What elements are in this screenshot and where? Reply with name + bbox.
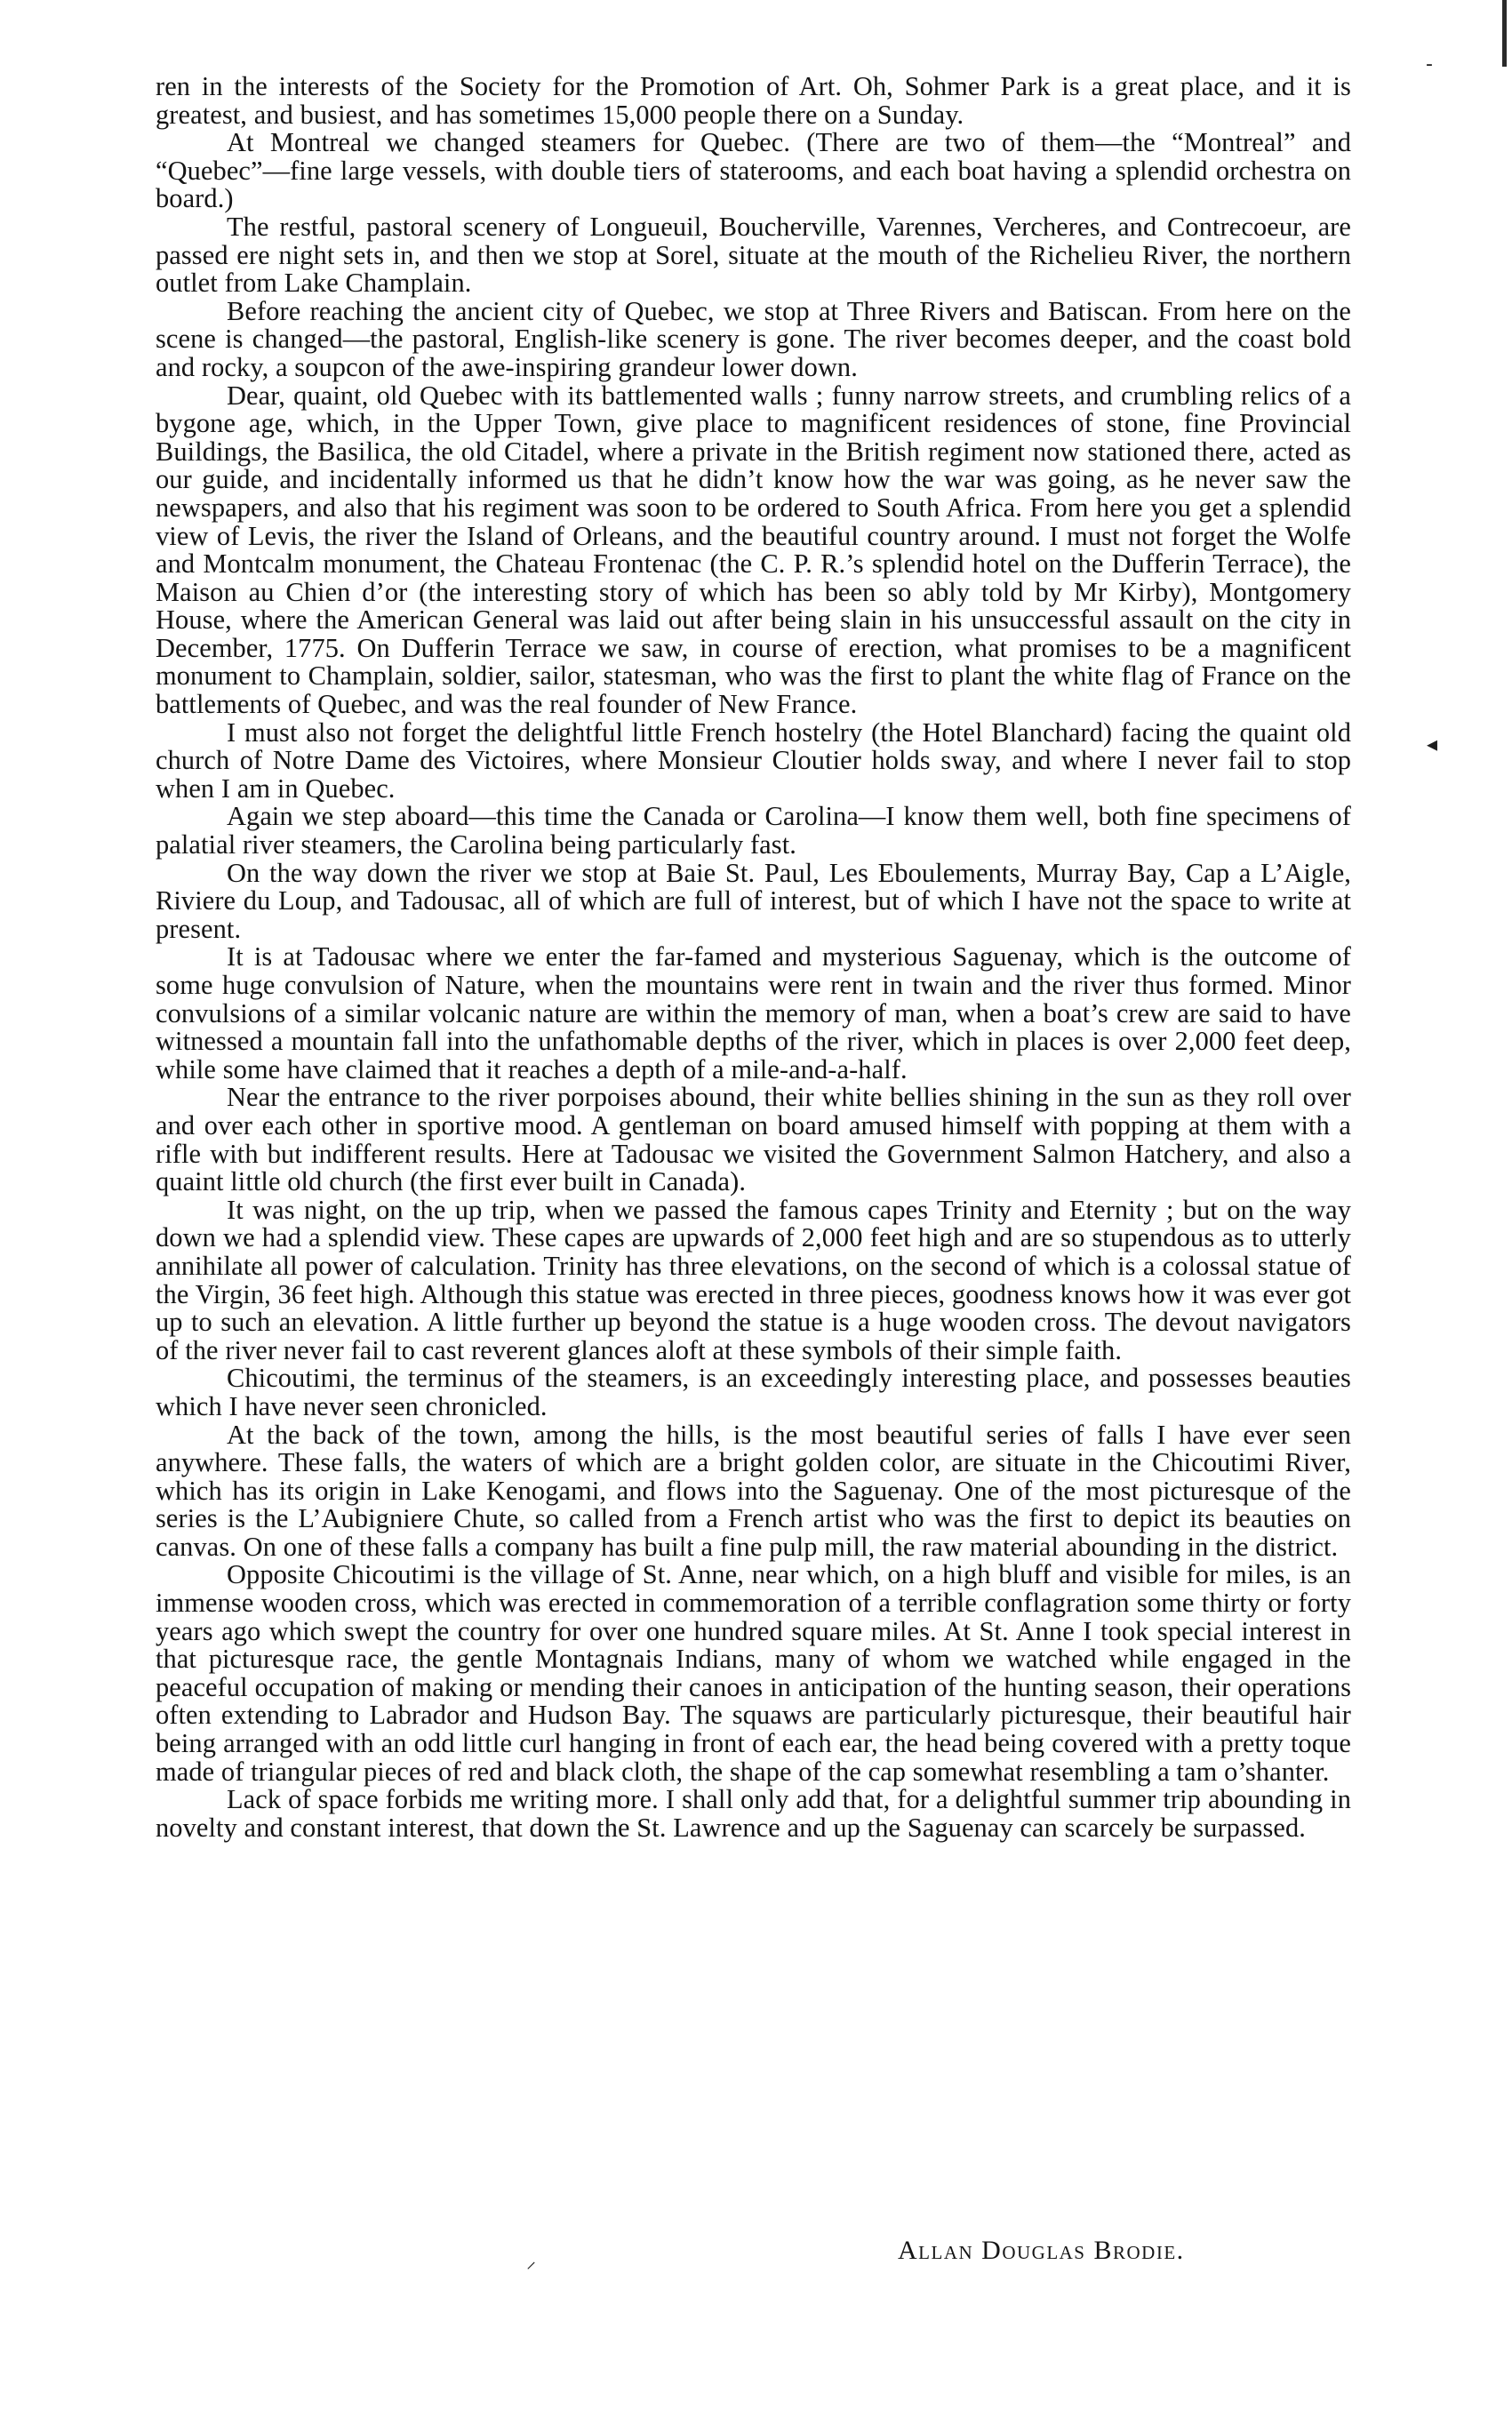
stray-mark-top: -	[1426, 53, 1433, 76]
paragraph-10: Near the entrance to the river porpoises abound, their white bellies shining in the sun as they roll over and over each other in sportive mood. A gentleman on board amused himself with popping at them with a rifle with but indifferent results. Here at Tadousac we visited the Government Salmon Hatchery, and also a quaint little old church (the first ever built in Canada).	[156, 1082, 1351, 1197]
paragraph-11: It was night, on the up trip, when we passed the famous capes Trinity and Eternity ; but on the way down we had a splendid view. These capes are upwards of 2,000 feet high and are so stupendous as to utterly annihilate all power of calculation. Trinity has three elevations, on the second of which is a colossal statue of the Virgin, 36 feet high. Although this statue was erected in three pieces, goodness knows how it was ever got up to such an elevation. A little further up beyond the statue is a huge wooden cross. The devout navigators of the river never fail to cast reverent glances aloft at these symbols of their simple faith.	[156, 1194, 1351, 1365]
page-edge-line	[1502, 0, 1507, 67]
paragraph-5: Dear, quaint, old Quebec with its battlemented walls ; funny narrow streets, and crumbling relics of a bygone age, which, in the Upper Town, give place to magnificent residences of stone, fine Provincial Buildings, the Basilica, the old Citadel, where a private in the British regiment now stationed there, acted as our guide, and incidentally informed us that he didn’t know how the war was going, as he never saw the newspapers, and also that his regiment was soon to be ordered to South Africa. From here you get a splendid view of Levis, the river the Island of Orleans, and the beautiful country around. I must not forget the Wolfe and Montcalm monument, the Chateau Frontenac (the C. P. R.’s splendid hotel on the Dufferin Terrace), the Maison au Chien d’or (the interesting story of which has been so ably told by Mr Kirby), Montgomery House, where the American General was laid out after being slain in his unsuccessful assault on the city in December, 1775. On Dufferin Terrace we saw, in course of erection, what promises to be a magnificent monument to Champlain, soldier, sailor, statesman, who was the first to plant the white flag of France on the battlements of Quebec, and was the real founder of New France.	[156, 380, 1351, 720]
paragraph-12: Chicoutimi, the terminus of the steamers, is an exceedingly interesting place, and possesses beauties which I have never seen chronicled.	[156, 1363, 1351, 1421]
paragraph-3: The restful, pastoral scenery of Longueuil, Boucherville, Varennes, Vercheres, and Contrecoeur, are passed ere night sets in, and then we stop at Sorel, situate at the mouth of the Richelieu River, the northern outlet from Lake Champlain.	[156, 211, 1351, 299]
paragraph-6: I must also not forget the delightful little French hostelry (the Hotel Blanchard) facing the quaint old church of Notre Dame des Victoires, where Monsieur Cloutier holds sway, and where I never fail to stop when I am in Quebec.	[156, 716, 1351, 804]
author-signature: Allan Douglas Brodie.	[898, 2236, 1185, 2265]
paragraph-2: At Montreal we changed steamers for Quebec. (There are two of them—the “Montreal” and “Quebec”—fine large vessels, with double tiers of staterooms, and each boat having a splendid orchestra on board.)	[156, 127, 1351, 214]
paragraph-15: Lack of space forbids me writing more. I shall only add that, for a delightful summer trip abounding in novelty and constant interest, that down the St. Lawrence and up the Saguenay can scarcely be surpassed.	[156, 1784, 1351, 1843]
paragraph-1: ren in the interests of the Society for the Promotion of Art. Oh, Sohmer Park is a great place, and it is greatest, and busiest, and has sometimes 15,000 people there on a Sunday.	[156, 71, 1351, 130]
paragraph-13: At the back of the town, among the hills, is the most beautiful series of falls I have ever seen anywhere. These falls, the waters of which are a bright golden color, are situate in the Chicoutimi River, which has its origin in Lake Kenogami, and flows into the Saguenay. One of the most picturesque of the series is the L’Aubigniere Chute, so called from a French artist who was the first to depict its beauties on canvas. On one of these falls a company has built a fine pulp mill, the raw material abounding in the district.	[156, 1419, 1351, 1562]
paragraph-8: On the way down the river we stop at Baie St. Paul, Les Eboulements, Murray Bay, Cap a L’Aigle, Riviere du Loup, and Tadousac, all of which are full of interest, but of which I have not the space to write at present.	[156, 857, 1351, 944]
paragraph-4: Before reaching the ancient city of Quebec, we stop at Three Rivers and Batiscan. From here on the scene is changed—the pastoral, English-like scenery is gone. The river becomes deeper, and the coast bold and rocky, a soupcon of the awe-inspiring grandeur lower down.	[156, 295, 1351, 382]
paragraph-14: Opposite Chicoutimi is the village of St. Anne, near which, on a high bluff and visible for miles, is an immense wooden cross, which was erected in commemoration of a terrible conflagration some thirty or forty years ago which swept the country for over one hundred square miles. At St. Anne I took special interest in that picturesque race, the gentle Montagnais Indians, many of whom we watched while engaged in the peaceful occupation of making or mending their canoes in anticipation of the hunting season, their operations often extending to Labrador and Hudson Bay. The squaws are particularly picturesque, their beautiful hair being arranged with an odd little curl hanging in front of each ear, the head being covered with a pretty toque made of triangular pieces of red and black cloth, the shape of the cap somewhat resembling a tam o’shanter.	[156, 1559, 1351, 1787]
article-body	[156, 73, 1351, 1842]
paragraph-9: It is at Tadousac where we enter the far-famed and mysterious Saguenay, which is the outcome of some huge convulsion of Nature, when the mountains were rent in twain and the river thus formed. Minor convulsions of a similar volcanic nature are within the memory of man, when a boat’s crew are said to have witnessed a mountain fall into the unfathomable depths of the river, which in places is over 2,000 feet deep, while some have claimed that it reaches a depth of a mile-and-a-half.	[156, 941, 1351, 1084]
stray-mark-bottom: ⸝	[526, 2251, 537, 2273]
paragraph-7: Again we step aboard—this time the Canada or Carolina—I know them well, both fine specimens of palatial river steamers, the Carolina being particularly fast.	[156, 801, 1351, 860]
stray-mark-right: ◂	[1427, 732, 1438, 756]
